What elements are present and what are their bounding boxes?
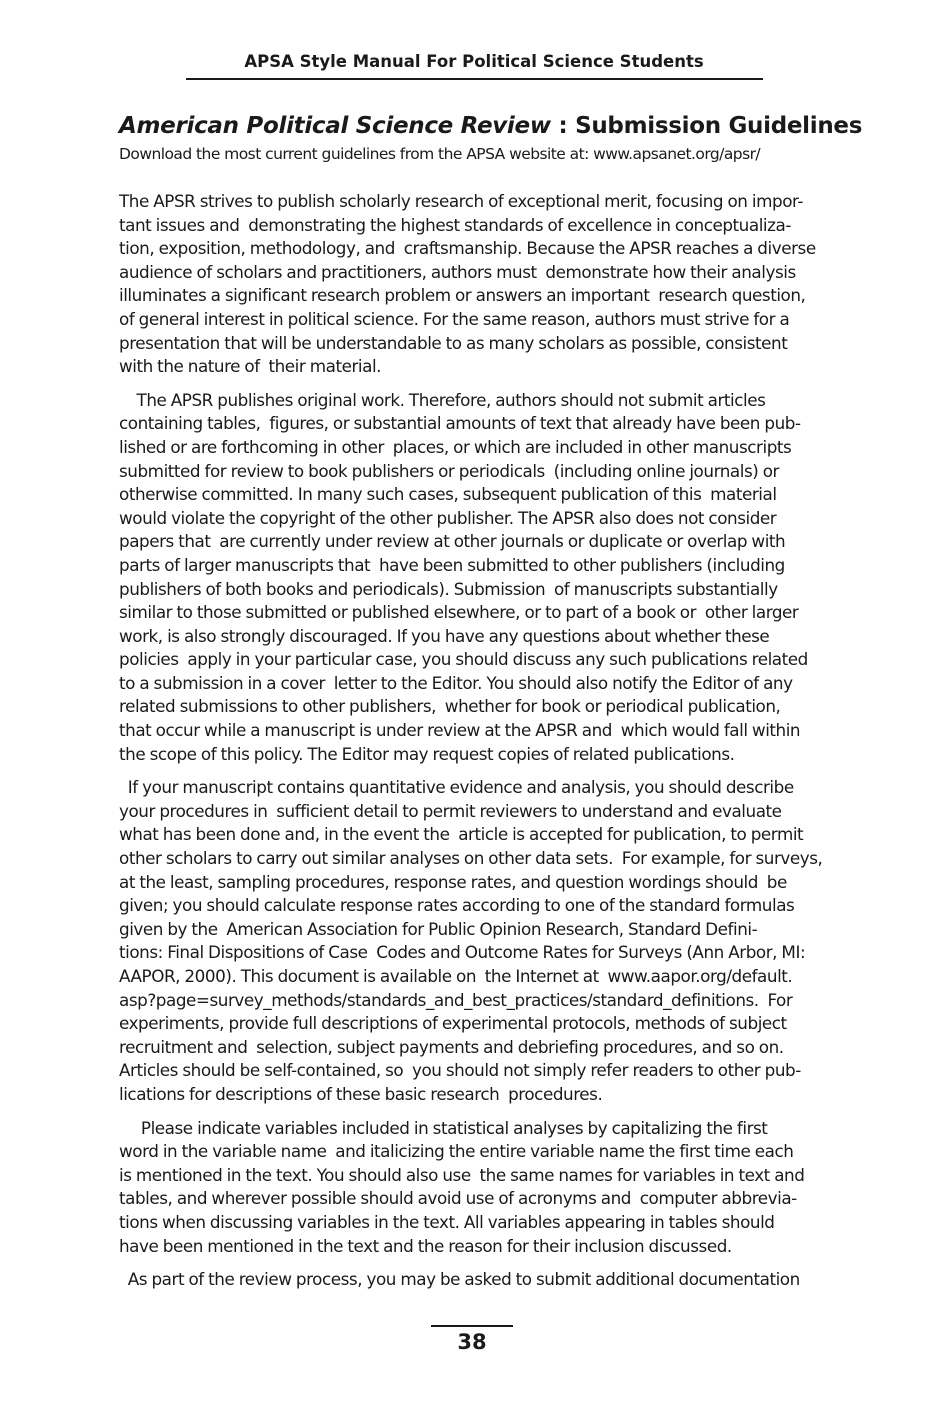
text-line: tions: Final Dispositions of Case Codes and Outcome Rates for Surveys (Ann Arbor, MI: [119, 942, 806, 963]
text-line: that occur while a manuscript is under review at the APSR and which would fall within [119, 720, 801, 741]
text-line: asp?page=survey_methods/standards_and_best_practices/standard_definitions. For [119, 989, 793, 1010]
text-line: Please indicate variables included in statistical analyses by capitalizing the first [119, 1117, 768, 1138]
paragraph [119, 1268, 831, 1292]
text-line: containing tables, figures, or substantial amounts of text that already have been pub- [119, 413, 801, 434]
paragraph [119, 190, 831, 379]
paragraph [119, 776, 831, 1106]
body-text [119, 190, 831, 1302]
text-line: papers that are currently under review at other journals or duplicate or overlap with [119, 531, 786, 552]
page-number-rule [431, 1325, 513, 1327]
text-line: to a submission in a cover letter to the Editor. You should also notify the Editor of any [119, 672, 793, 693]
text-line: experiments, provide full descriptions of experimental protocols, methods of subject [119, 1013, 787, 1034]
text-line: your procedures in sufficient detail to permit reviewers to understand and evaluate [119, 800, 782, 821]
text-line: lished or are forthcoming in other places, or which are included in other manuscripts [119, 436, 792, 457]
text-line: If your manuscript contains quantitative evidence and analysis, you should describe [119, 777, 794, 798]
text-line: audience of scholars and practitioners, authors must demonstrate how their analysis [119, 261, 796, 282]
text-line: similar to those submitted or published elsewhere, or to part of a book or other larger [119, 602, 799, 623]
text-line: is mentioned in the text. You should also use the same names for variables in text and [119, 1164, 805, 1185]
text-line: what has been done and, in the event the article is accepted for publication, to permit [119, 824, 804, 845]
text-line: lications for descriptions of these basic research procedures. [119, 1083, 603, 1104]
text-line: tion, exposition, methodology, and craftsmanship. Because the APSR reaches a diverse [119, 238, 816, 259]
text-line: Articles should be self-contained, so you should not simply refer readers to other pub- [119, 1060, 801, 1081]
text-line: submitted for review to book publishers or periodicals (including online journals) or [119, 460, 779, 481]
text-line: of general interest in political science. For the same reason, authors must strive for a [119, 308, 790, 329]
text-line: As part of the review process, you may be asked to submit additional documentation [119, 1269, 800, 1290]
section-title [119, 113, 863, 139]
text-line: other scholars to carry out similar analyses on other data sets. For example, for surveys, [119, 848, 823, 869]
text-line: tions when discussing variables in the text. All variables appearing in tables should [119, 1211, 775, 1232]
text-line: the scope of this policy. The Editor may request copies of related publications. [119, 743, 735, 764]
text-line: tant issues and demonstrating the highest standards of excellence in conceptualiza- [119, 214, 791, 235]
journal-name: American Political Science Review [119, 113, 551, 139]
text-line: publishers of both books and periodicals). Submission of manuscripts substantially [119, 578, 778, 599]
text-line: The APSR publishes original work. Therefore, authors should not submit articles [119, 389, 766, 410]
text-line: given by the American Association for Public Opinion Research, Standard Defini- [119, 918, 758, 939]
text-line: given; you should calculate response rates according to one of the standard formulas [119, 895, 795, 916]
text-line: recruitment and selection, subject payments and debriefing procedures, and so on. [119, 1036, 784, 1057]
text-line: related submissions to other publishers, whether for book or periodical publication, [119, 696, 781, 717]
header-rule [186, 78, 763, 80]
paragraph [119, 389, 831, 767]
page-number: 38 [457, 1330, 487, 1354]
paragraph [119, 1117, 831, 1259]
text-line: word in the variable name and italicizing the entire variable name the first time each [119, 1141, 794, 1162]
download-note: Download the most current guidelines from the APSA website at: www.apsanet.org/apsr/ [119, 145, 761, 163]
text-line: policies apply in your particular case, you should discuss any such publications related [119, 649, 808, 670]
text-line: with the nature of their material. [119, 356, 382, 377]
text-line: would violate the copyright of the other publisher. The APSR also does not consider [119, 507, 777, 528]
text-line: parts of larger manuscripts that have been submitted to other publishers (including [119, 554, 785, 575]
text-line: have been mentioned in the text and the reason for their inclusion discussed. [119, 1235, 732, 1256]
text-line: The APSR strives to publish scholarly research of exceptional merit, focusing on impor- [119, 191, 803, 211]
text-line: work, is also strongly discouraged. If you have any questions about whether these [119, 625, 770, 646]
text-line: at the least, sampling procedures, response rates, and question wordings should be [119, 871, 787, 892]
text-line: illuminates a significant research problem or answers an important research question, [119, 285, 806, 306]
text-line: otherwise committed. In many such cases, subsequent publication of this material [119, 484, 777, 505]
text-line: AAPOR, 2000). This document is available on the Internet at www.aapor.org/default. [119, 966, 793, 986]
title-suffix: : Submission Guidelines [550, 113, 863, 139]
text-line: tables, and wherever possible should avoid use of acronyms and computer abbrevia- [119, 1188, 797, 1209]
text-line: presentation that will be understandable to as many scholars as possible, consistent [119, 332, 788, 353]
running-header: APSA Style Manual For Political Science Students [244, 52, 704, 71]
